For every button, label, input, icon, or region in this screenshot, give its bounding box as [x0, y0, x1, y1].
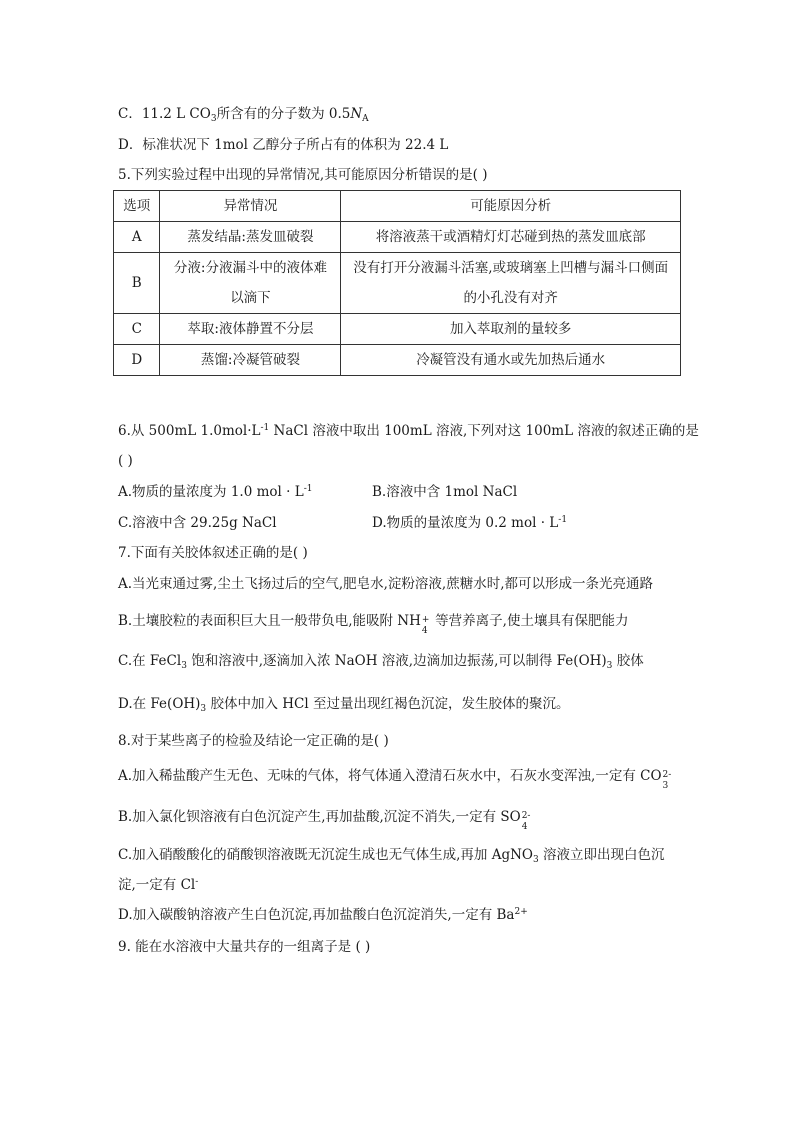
subscript: 4 [421, 625, 428, 636]
q8-option-b-text: B.加入氯化钡溶液有白色沉淀产生,再加盐酸,沉淀不消失,一定有 SO [118, 809, 521, 825]
q8-option-b [118, 807, 531, 832]
table-cell: 加入萃取剂的量较多 [341, 314, 681, 345]
table-cell-line: 没有打开分液漏斗活塞,或玻璃塞上凹槽与漏斗口侧面 [353, 260, 669, 276]
subscript: 4 [521, 821, 528, 832]
avogadro-symbol: N [350, 106, 363, 122]
table-cell: 萃取:液体静置不分层 [160, 314, 341, 345]
hydroxide-group: (OH) [167, 696, 201, 712]
q7-option-c [118, 651, 644, 673]
ion-charge [521, 810, 531, 832]
q8-option-c-text: C.加入硝酸酸化的硝酸钡溶液既无沉淀生成也无气体生成,再加 AgNO [118, 847, 533, 863]
q8-option-d-text: D.加入碳酸钠溶液产生白色沉淀,再加盐酸白色沉淀消失,一定有 Ba [118, 907, 515, 923]
q8-option-a-text: A.加入稀盐酸产生无色、无味的气体，将气体通入澄清石灰水中，石灰水变浑浊,一定有 CO [118, 768, 662, 784]
q4-option-c [118, 104, 369, 126]
table-row [114, 345, 681, 376]
table-header-cell: 异常情况 [160, 191, 341, 222]
q6-option-b: B.溶液中含 1mol NaCl [372, 484, 518, 500]
subscript: 3 [200, 704, 207, 714]
q6-stem [118, 421, 699, 443]
table-row [114, 314, 681, 345]
q7-stem: 7.下面有关胶体叙述正确的是( ) [118, 545, 308, 561]
q7-option-d-text-2: 胶体中加入 HCl 至过量出现红褐色沉淀，发生胶体的聚沉。 [206, 696, 570, 712]
q8-option-a [118, 766, 672, 791]
q7-option-c-text: C.在 FeCl [118, 653, 182, 669]
q5-table [113, 190, 681, 376]
table-cell: 蒸馏:冷凝管破裂 [160, 345, 341, 376]
superscript: 2- [662, 769, 672, 780]
table-header-cell: 可能原因分析 [341, 191, 681, 222]
q8-option-d [118, 905, 528, 927]
subscript: A [362, 114, 369, 124]
superscript: -1 [558, 515, 568, 525]
q7-option-b-text-2: 等营养离子,使土壤具有保肥能力 [430, 613, 629, 629]
table-cell: B [114, 253, 160, 314]
q6-option-c: C.溶液中含 29.25g NaCl [118, 515, 277, 531]
table-cell-line: 分液:分液漏斗中的液体难 [173, 260, 327, 276]
q8-option-c-line-2 [118, 875, 198, 897]
table-cell: C [114, 314, 160, 345]
table-row [114, 253, 681, 314]
q6-stem-text-2: NaCl 溶液中取出 100mL 溶液,下列对这 100mL 溶液的叙述正确的是 [269, 423, 699, 439]
q6-option-d-text: D.物质的量浓度为 0.2 mol · L [372, 515, 559, 531]
q8-option-c-text-3: 淀,一定有 Cl [118, 877, 196, 893]
table-cell: 蒸发结晶:蒸发皿破裂 [160, 222, 341, 253]
subscript: 3 [210, 114, 217, 124]
table-cell: 将溶液蒸干或酒精灯灯芯碰到热的蒸发皿底部 [341, 222, 681, 253]
q7-option-d-text: D.在 Fe [118, 696, 168, 712]
q8-option-c-line-1 [118, 845, 665, 867]
q8-stem: 8.对于某些离子的检验及结论一定正确的是( ) [118, 733, 389, 749]
superscript: + [421, 614, 430, 625]
q6-option-a [118, 482, 312, 504]
table-header-row [114, 191, 681, 222]
table-header-cell: 选项 [114, 191, 160, 222]
q8-option-c-text-2: 溶液立即出现白色沉 [538, 847, 665, 863]
q6-option-d [372, 513, 567, 535]
q5-stem: 5.下列实验过程中出现的异常情况,其可能原因分析错误的是( ) [118, 167, 488, 183]
table-cell [160, 253, 341, 314]
table-cell-line: 的小孔没有对齐 [463, 290, 558, 306]
q6-stem-text: 6.从 500mL 1.0mol·L [118, 423, 261, 439]
q4-option-d: D．标准状况下 1mol 乙醇分子所占有的体积为 22.4 L [118, 137, 449, 153]
superscript: -1 [260, 423, 270, 433]
table-cell: A [114, 222, 160, 253]
q7-option-d [118, 694, 569, 716]
table-cell: D [114, 345, 160, 376]
ion-charge [421, 614, 431, 636]
subscript: 3 [181, 661, 187, 671]
q4-option-c-text: C．11.2 L CO [118, 106, 211, 122]
q6-option-a-text: A.物质的量浓度为 1.0 mol · L [118, 484, 304, 500]
superscript: -1 [303, 484, 313, 494]
table-cell [341, 253, 681, 314]
subscript: 3 [533, 855, 539, 865]
q4-option-c-text-2: 所含有的分子数为 0.5 [216, 106, 351, 122]
q7-option-a: A.当光束通过雾,尘土飞扬过后的空气,肥皂水,淀粉溶液,蔗糖水时,都可以形成一条光亮通路 [118, 576, 653, 592]
table-cell: 冷凝管没有通水或先加热后通水 [341, 345, 681, 376]
q7-option-b-text: B.土壤胶粒的表面积巨大且一般带负电,能吸附 NH [118, 613, 421, 629]
subscript: 3 [662, 780, 669, 791]
superscript: - [195, 877, 199, 887]
ion-charge [662, 769, 672, 791]
subscript: 3 [606, 661, 613, 671]
q6-paren: ( ) [118, 453, 133, 469]
q7-option-b [118, 611, 629, 636]
superscript: 2+ [514, 907, 528, 917]
q7-option-c-text-2: 饱和溶液中,逐滴加入浓 NaOH 溶液,边滴加边振荡,可以制得 Fe [186, 653, 574, 669]
q9-stem: 9. 能在水溶液中大量共存的一组离子是 ( ) [118, 939, 371, 955]
table-cell-line: 以滴下 [230, 290, 271, 306]
q7-option-c-text-3: 胶体 [612, 653, 644, 669]
hydroxide-group: (OH) [573, 653, 607, 669]
table-row [114, 222, 681, 253]
superscript: 2- [521, 810, 531, 821]
